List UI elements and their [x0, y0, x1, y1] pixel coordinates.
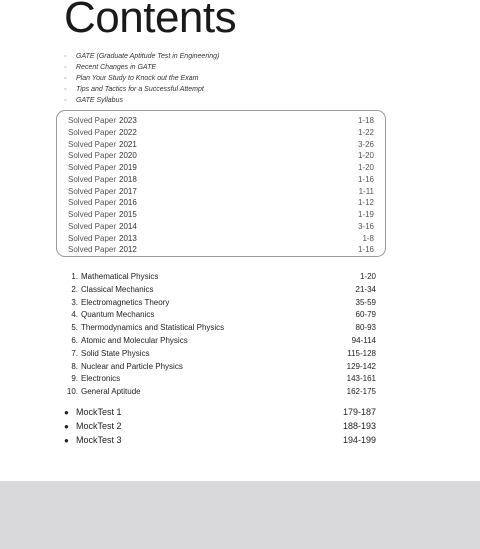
- mock-test-title: MockTest 1: [76, 407, 122, 417]
- solved-paper-row[interactable]: [68, 233, 380, 245]
- solved-paper-label: Solved Paper: [68, 174, 117, 184]
- page-range: 194-199: [342, 435, 376, 445]
- solved-paper-row[interactable]: [68, 127, 380, 139]
- chapter-number: 1.: [71, 272, 78, 281]
- intro-item: [64, 62, 219, 73]
- solved-paper-year: 2020: [119, 151, 137, 161]
- bullet-icon: ◦: [64, 64, 67, 71]
- solved-paper-year: 2012: [119, 245, 137, 255]
- chapter-number: 3.: [71, 297, 78, 307]
- chapter-number: 8.: [71, 361, 78, 371]
- bullet-icon: ●: [64, 408, 69, 417]
- page-range: 179-187: [342, 407, 376, 417]
- solved-papers-box: [56, 110, 386, 257]
- chapter-row[interactable]: [64, 283, 376, 296]
- intro-item: [64, 51, 219, 62]
- chapter-number: 6.: [71, 336, 78, 345]
- page-range: 1-19: [357, 210, 374, 219]
- solved-paper-row[interactable]: [68, 197, 380, 209]
- solved-paper-year: 2021: [119, 139, 137, 149]
- solved-paper-year: 2019: [119, 163, 137, 172]
- chapter-number: 10.: [66, 387, 78, 397]
- solved-paper-year: 2017: [119, 186, 137, 196]
- solved-paper-year: 2018: [119, 174, 137, 184]
- chapter-row[interactable]: [64, 347, 376, 360]
- chapter-title: Electronics: [81, 374, 121, 384]
- solved-paper-year: 2016: [119, 198, 137, 208]
- intro-item-label: Tips and Tactics for a Successful Attempt: [76, 86, 204, 93]
- page-range: 1-20: [359, 272, 376, 281]
- solved-paper-label: Solved Paper: [68, 210, 117, 219]
- page-range: 60-79: [355, 310, 376, 320]
- page-range: 115-128: [347, 348, 376, 358]
- chapter-row[interactable]: [64, 296, 376, 309]
- solved-paper-year: 2023: [119, 116, 137, 125]
- bullet-icon: ●: [64, 422, 69, 431]
- solved-paper-label: Solved Paper: [68, 116, 117, 125]
- solved-paper-label: Solved Paper: [68, 198, 117, 208]
- solved-paper-row[interactable]: [68, 209, 380, 221]
- chapter-title: Classical Mechanics: [81, 284, 154, 294]
- intro-item: [64, 95, 219, 106]
- solved-paper-label: Solved Paper: [68, 127, 117, 137]
- solved-paper-row[interactable]: [68, 221, 380, 233]
- solved-paper-year: 2013: [119, 233, 137, 243]
- chapter-title: Thermodynamics and Statistical Physics: [81, 323, 225, 333]
- chapter-title: Solid State Physics: [81, 348, 150, 358]
- solved-paper-label: Solved Paper: [68, 163, 117, 172]
- chapter-title: Mathematical Physics: [81, 272, 159, 281]
- intro-item: [64, 84, 219, 95]
- chapter-title: Nuclear and Particle Physics: [81, 361, 183, 371]
- solved-paper-year: 2014: [119, 221, 137, 231]
- chapter-row[interactable]: [64, 334, 376, 347]
- solved-paper-row[interactable]: [68, 186, 380, 198]
- mock-test-title: MockTest 2: [76, 421, 122, 431]
- chapter-title: Electromagnetics Theory: [81, 297, 170, 307]
- solved-paper-year: 2015: [119, 210, 137, 219]
- page-range: 129-142: [346, 361, 376, 371]
- page-range: 143-161: [346, 374, 376, 384]
- chapter-row[interactable]: [64, 372, 376, 385]
- intro-item: [64, 73, 219, 84]
- chapter-title: General Aptitude: [81, 387, 141, 397]
- intro-item-label: GATE (Graduate Aptitude Test in Engineering): [76, 53, 220, 60]
- chapter-title: Quantum Mechanics: [81, 310, 155, 320]
- intro-list: [64, 51, 219, 106]
- page-title: Contents: [64, 0, 237, 42]
- solved-paper-year: 2022: [119, 127, 137, 137]
- solved-paper-row[interactable]: [68, 244, 380, 256]
- page-range: 1-20: [357, 151, 374, 161]
- solved-paper-row[interactable]: [68, 162, 380, 174]
- footer-band: [0, 481, 480, 549]
- chapter-row[interactable]: [64, 270, 376, 283]
- solved-paper-label: Solved Paper: [68, 139, 117, 149]
- solved-paper-row[interactable]: [68, 150, 380, 162]
- chapter-title: Atomic and Molecular Physics: [81, 336, 188, 345]
- chapter-row[interactable]: [64, 321, 376, 334]
- page-range: 94-114: [351, 336, 376, 345]
- page-range: 1-16: [357, 174, 374, 184]
- bullet-icon: ●: [64, 436, 69, 445]
- solved-paper-label: Solved Paper: [68, 151, 117, 161]
- solved-paper-row[interactable]: [68, 115, 380, 127]
- chapter-row[interactable]: [64, 360, 376, 373]
- bullet-icon: ◦: [64, 75, 67, 82]
- page-range: 35-59: [355, 297, 376, 307]
- page-range: 188-193: [342, 421, 376, 431]
- bullet-icon: ◦: [64, 53, 67, 60]
- page-range: 3-16: [357, 221, 374, 231]
- solved-paper-label: Solved Paper: [68, 221, 117, 231]
- page-range: 80-93: [355, 323, 376, 333]
- page-range: 1-12: [357, 198, 374, 208]
- page-range: 3-26: [357, 139, 374, 149]
- intro-item-label: Plan Your Study to Knock out the Exam: [76, 75, 199, 82]
- solved-paper-row[interactable]: [68, 139, 380, 151]
- mock-test-row[interactable]: [64, 405, 376, 419]
- chapter-row[interactable]: [64, 308, 376, 321]
- page-range: 1-18: [357, 116, 374, 125]
- chapter-number: 7.: [71, 348, 78, 358]
- page-range: 1-11: [358, 186, 374, 196]
- mock-test-title: MockTest 3: [76, 435, 122, 445]
- solved-paper-label: Solved Paper: [68, 245, 117, 255]
- intro-item-label: GATE Syllabus: [76, 97, 123, 104]
- intro-item-label: Recent Changes in GATE: [76, 64, 157, 71]
- chapter-number: 4.: [71, 310, 78, 320]
- bullet-icon: ◦: [64, 86, 67, 93]
- page-range: 1-22: [357, 127, 374, 137]
- solved-paper-label: Solved Paper: [68, 186, 117, 196]
- page-range: 162-175: [346, 387, 376, 397]
- chapter-number: 5.: [71, 323, 78, 333]
- chapter-number: 9.: [71, 374, 78, 384]
- bullet-icon: ◦: [64, 97, 67, 104]
- page-range: 1-16: [357, 245, 374, 255]
- page-range: 1-8: [362, 233, 374, 243]
- mock-test-row[interactable]: [64, 419, 376, 433]
- page-range: 21-34: [355, 284, 376, 294]
- chapter-row[interactable]: [64, 385, 376, 398]
- page-range: 1-20: [357, 163, 374, 172]
- chapter-number: 2.: [71, 284, 78, 294]
- solved-paper-label: Solved Paper: [68, 233, 117, 243]
- solved-paper-row[interactable]: [68, 174, 380, 186]
- mock-test-row[interactable]: [64, 433, 376, 447]
